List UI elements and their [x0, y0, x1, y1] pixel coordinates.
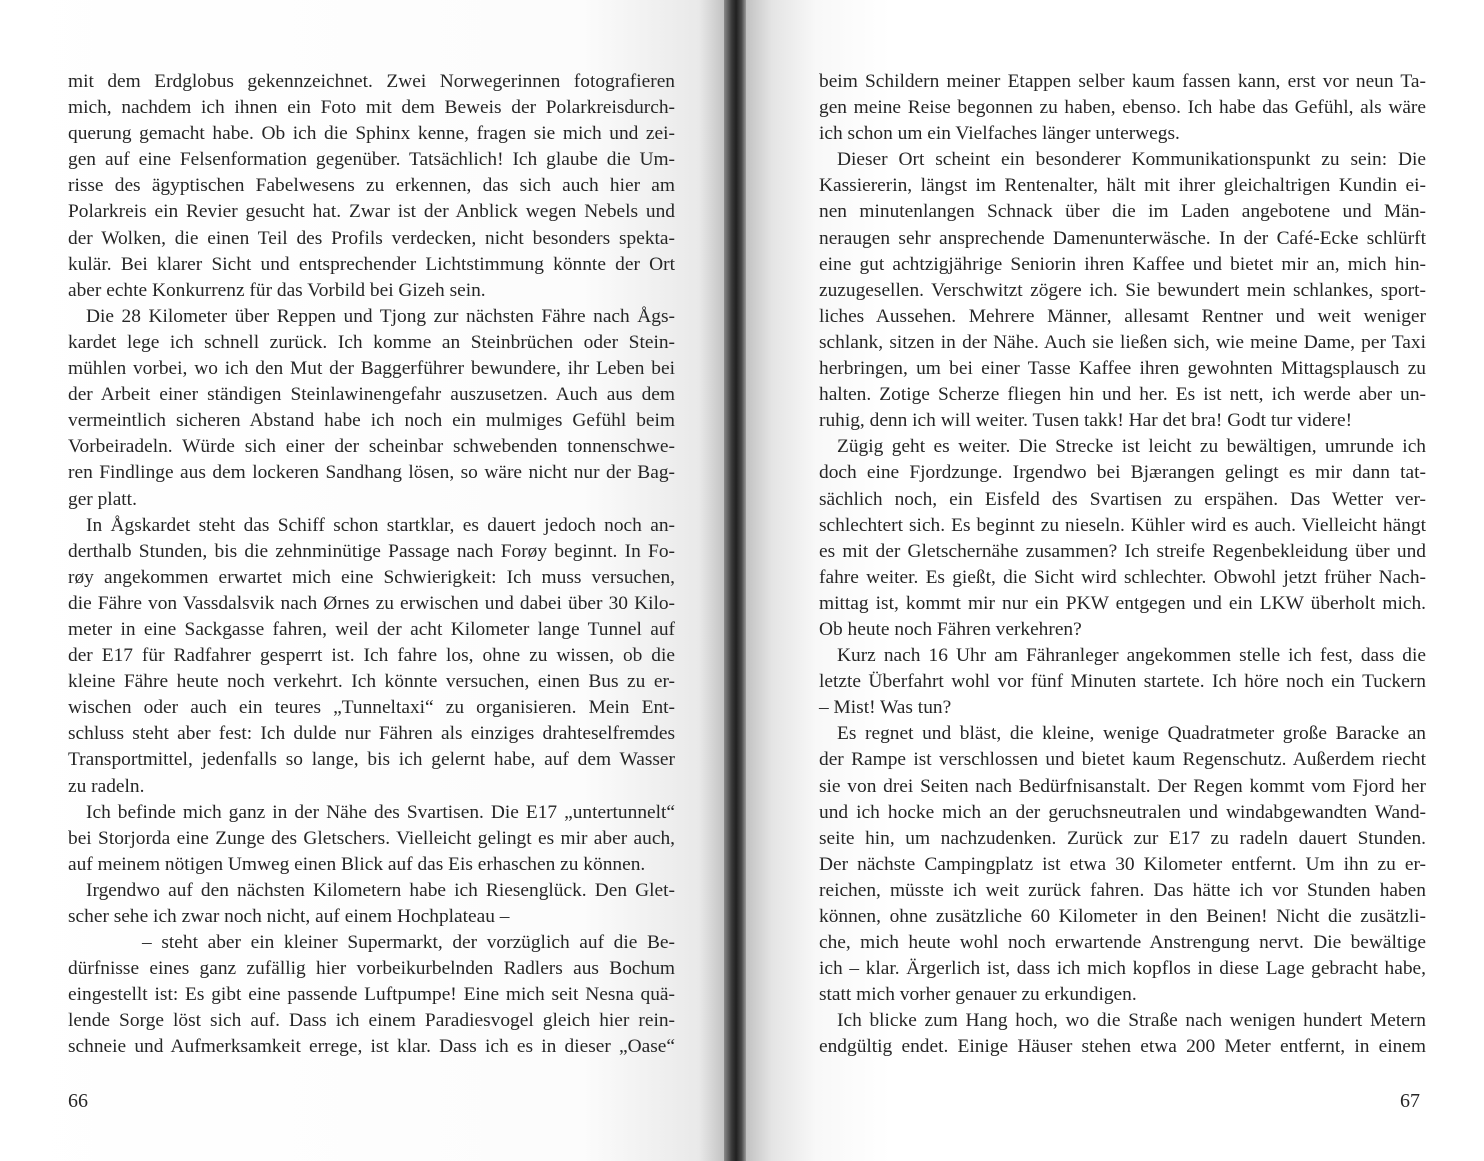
- text-line: – Mist! Was tun?: [819, 697, 952, 719]
- text-line: Ich befinde mich ganz in der Nähe des Svartisen. Die E17 „untertunnelt“: [86, 801, 675, 823]
- text-line: vermeintlich sicheren Abstand habe ich noch ein mulmiges Gefühl beim: [68, 410, 675, 432]
- text-line: che, mich heute wohl noch erwartende Anstrengung nervt. Die bewältige: [819, 932, 1426, 954]
- text-line: und ich hocke mich an der geruchsneutralen und windabgewandten Wand-: [819, 801, 1426, 823]
- text-line: der Rampe ist verschlossen und bietet kaum Regenschutz. Außerdem riecht: [819, 749, 1426, 771]
- text-line: nen minutenlangen Schnack über die im Laden angebotene und Män-: [819, 201, 1426, 223]
- text-line: mühlen vorbei, wo ich den Mut der Baggerführer bewundere, ihr Leben bei: [68, 358, 675, 380]
- text-line: Ich blicke zum Hang hoch, wo die Straße nach wenigen hundert Metern: [837, 1010, 1426, 1032]
- left-page-number: 66: [68, 1090, 88, 1112]
- text-line: ruhig, denn ich will weiter. Tusen takk! Har det bra! Godt tur videre!: [819, 410, 1353, 432]
- text-line: eine gut achtzigjährige Seniorin ihren Kaffee und bietet mir an, mich hin-: [819, 253, 1426, 275]
- text-line: mit dem Erdglobus gekennzeichnet. Zwei Norwegerinnen fotografieren: [68, 71, 675, 92]
- text-line: aber echte Konkurrenz für das Vorbild bei Gizeh sein.: [68, 279, 486, 301]
- text-line: mittag ist, kommt mir nur ein PKW entgegen und ein LKW überholt mich.: [819, 592, 1426, 614]
- right-page-text: [819, 69, 1426, 1061]
- text-line: sie von drei Seiten nach Bedürfnisanstalt. Der Regen kommt vom Fjord her: [819, 775, 1426, 797]
- text-line: letzte Überfahrt wohl vor fünf Minuten startete. Ich höre noch ein Tuckern: [819, 671, 1426, 693]
- right-page-number: 67: [1400, 1090, 1420, 1112]
- text-line: schluss steht aber fest: Ich dulde nur Fähren als einziges drahteselfremdes: [68, 723, 675, 745]
- text-line: schlank, sitzen in der Nähe. Auch sie ließen sich, wie meine Dame, per Taxi: [819, 331, 1426, 353]
- text-line: ren Findlinge aus dem lockeren Sandhang lösen, so wäre nicht nur der Bag-: [68, 462, 675, 484]
- text-line: auf meinem nötigen Umweg einen Blick auf das Eis erhaschen zu können.: [68, 853, 646, 875]
- text-line: Es regnet und bläst, die kleine, wenige Quadratmeter große Baracke an: [837, 723, 1426, 745]
- book-gutter: [724, 0, 746, 1161]
- right-page: [742, 0, 1484, 1161]
- text-line: Transportmittel, jedenfalls so lange, bis ich gelernt habe, auf dem Wasser: [68, 749, 675, 771]
- text-line: Vorbeiradeln. Würde sich einer der scheinbar schwebenden tonnenschwe-: [68, 436, 675, 458]
- text-line: der Wolken, die einen Teil des Profils verdecken, nicht besonders spekta-: [68, 227, 675, 249]
- text-line: zu radeln.: [68, 775, 145, 797]
- text-line: scher sehe ich zwar noch nicht, auf einem Hochplateau –: [68, 906, 510, 927]
- text-line: meter in eine Sackgasse fahren, weil der acht Kilometer lange Tunnel auf: [68, 618, 675, 640]
- text-line: Zügig geht es weiter. Die Strecke ist leicht zu bewältigen, umrunde ich: [837, 436, 1426, 458]
- text-line: kulär. Bei klarer Sicht und entsprechender Lichtstimmung könnte der Ort: [68, 253, 675, 275]
- text-line: die Fähre von Vassdalsvik nach Ørnes zu erwischen und dabei über 30 Kilo-: [68, 592, 675, 614]
- text-line: Kassiererin, längst im Rentenalter, hält mit ihrer gleichaltrigen Kundin ei-: [819, 175, 1426, 197]
- text-line: In Ågskardet steht das Schiff schon startklar, es dauert jedoch noch an-: [86, 514, 675, 536]
- text-line: bei Storjorda eine Zunge des Gletschers. Vielleicht gelingt es mir aber auch,: [68, 827, 675, 849]
- text-line: derthalb Stunden, bis die zehnminütige Passage nach Forøy beginnt. In Fo-: [68, 540, 675, 562]
- text-line: gen auf eine Felsenformation gegenüber. Tatsächlich! Ich glaube die Um-: [68, 149, 675, 171]
- text-line: querung gemacht habe. Ob ich die Sphinx kenne, fragen sie mich und zei-: [68, 123, 675, 145]
- text-line: lende Sorge löst sich auf. Dass ich einem Paradiesvogel gleich hier rein-: [68, 1010, 675, 1032]
- left-page: [0, 0, 728, 1161]
- text-line: schneie und Aufmerksamkeit errege, ist klar. Dass ich es in dieser „Oase“: [68, 1036, 675, 1058]
- text-line: eingestellt ist: Es gibt eine passende Luftpumpe! Eine mich seit Nesna quä-: [68, 984, 675, 1006]
- text-line: mich, nachdem ich ihnen ein Foto mit dem Beweis der Polarkreisdurch-: [68, 97, 675, 119]
- text-line: zuzugesellen. Verschwitzt zögere ich. Sie bewundert mein schlankes, sport-: [819, 279, 1426, 301]
- text-line: wischen oder auch ein teures „Tunneltaxi“ zu organisieren. Mein Ent-: [68, 697, 675, 719]
- text-line: neraugen sehr ansprechende Damenunterwäsche. In der Café-Ecke schlürft: [819, 227, 1426, 249]
- text-line: doch eine Fjordzunge. Irgendwo bei Bjærangen gelingt es mir dann tat-: [819, 462, 1426, 484]
- text-line: statt mich vorher genauer zu erkundigen.: [819, 984, 1137, 1006]
- text-line: Kurz nach 16 Uhr am Fähranleger angekommen stelle ich fest, dass die: [837, 645, 1426, 667]
- left-page-text: [68, 69, 675, 1061]
- text-line: Irgendwo auf den nächsten Kilometern habe ich Riesenglück. Den Glet-: [86, 879, 675, 901]
- text-line: risse des ägyptischen Fabelwesens zu erkennen, das sich auch hier am: [68, 175, 675, 197]
- text-line: gen meine Reise begonnen zu haben, ebenso. Ich habe das Gefühl, als wäre: [819, 97, 1426, 119]
- text-line: herbringen, um bei einer Tasse Kaffee ihren gewohnten Mittagsplausch zu: [819, 358, 1426, 380]
- text-line: kardet lege ich schnell zurück. Ich komme an Steinbrüchen oder Stein-: [68, 331, 675, 353]
- text-line: Dieser Ort scheint ein besonderer Kommunikationspunkt zu sein: Die: [837, 149, 1426, 171]
- text-line: sächlich noch, ein Eisfeld des Svartisen zu erspähen. Das Wetter ver-: [819, 488, 1426, 510]
- text-line: røy angekommen erwartet mich eine Schwierigkeit: Ich muss versuchen,: [68, 566, 675, 588]
- text-line: Der nächste Campingplatz ist etwa 30 Kilometer entfernt. Um ihn zu er-: [819, 853, 1426, 875]
- text-line: halten. Zotige Scherze fliegen hin und her. Es ist nett, ich werde aber un-: [819, 384, 1426, 406]
- text-line: seite hin, um nachzudenken. Zurück zur E17 zu radeln dauert Stunden.: [819, 827, 1426, 849]
- text-line: der E17 für Radfahrer gesperrt ist. Ich fahre los, ohne zu wissen, ob die: [68, 645, 675, 667]
- text-line: dürfnisse eines ganz zufällig hier vorbeikurbelnden Radlers aus Bochum: [68, 958, 675, 980]
- text-line: der Arbeit einer ständigen Steinlawinengefahr auszusetzen. Auch aus dem: [68, 384, 675, 406]
- text-line: – steht aber ein kleiner Supermarkt, der vorzüglich auf die Be-: [142, 932, 675, 954]
- text-line: Ob heute noch Fähren verkehren?: [819, 618, 1082, 640]
- text-line: reichen, müsste ich weit zurück fahren. Das hätte ich vor Stunden haben: [819, 879, 1426, 901]
- text-line: Polarkreis ein Revier gesucht hat. Zwar ist der Anblick wegen Nebels und: [68, 201, 675, 223]
- text-line: ger platt.: [68, 488, 137, 510]
- text-line: ich schon um ein Vielfaches länger unterwegs.: [819, 123, 1180, 145]
- text-line: kleine Fähre heute noch verkehrt. Ich könnte versuchen, einen Bus zu er-: [68, 671, 675, 693]
- text-line: beim Schildern meiner Etappen selber kaum fassen kann, erst vor neun Ta-: [819, 71, 1426, 92]
- text-line: Die 28 Kilometer über Reppen und Tjong zur nächsten Fähre nach Ågs-: [86, 305, 675, 327]
- text-line: es mit der Gletschernähe zusammen? Ich streife Regenbekleidung über und: [819, 540, 1426, 562]
- text-line: ich – klar. Ärgerlich ist, dass ich mich kopflos in diese Lage gebracht habe,: [819, 958, 1426, 980]
- text-line: können, ohne zusätzliche 60 Kilometer in den Beinen! Nicht die zusätzli-: [819, 906, 1426, 927]
- text-line: liches Aussehen. Mehrere Männer, allesamt Rentner und weit weniger: [819, 305, 1426, 327]
- text-line: endgültig endet. Einige Häuser stehen etwa 200 Meter entfernt, in einem: [819, 1036, 1426, 1058]
- text-line: schlechtert sich. Es beginnt zu nieseln. Kühler wird es auch. Vielleicht hängt: [819, 514, 1426, 536]
- text-line: fahre weiter. Es gießt, die Sicht wird schlechter. Obwohl jetzt früher Nach-: [819, 566, 1426, 588]
